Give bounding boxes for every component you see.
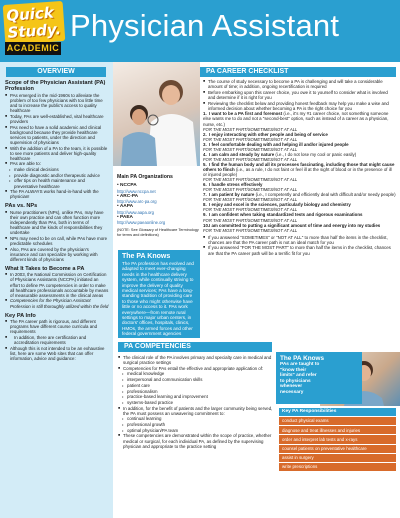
checklist-answer-scale[interactable]: FOR THE MOST PART/SOMETIMES/NOT AT ALL (203, 197, 298, 203)
checklist-label: I feel comfortable dealing with and helping ill and/or injured people (209, 141, 349, 147)
org-link[interactable]: http://www.aapa.org (117, 209, 155, 215)
org-link[interactable]: http://www.paeaonline.org (117, 220, 166, 226)
org-name-text: ARC-PA (119, 193, 139, 199)
checklist-number: 6. (203, 182, 207, 188)
overview-heading: OVERVIEW (6, 67, 106, 77)
list-item: • systems-based practice (118, 400, 274, 405)
logo-top-text: Quick Study. (3, 1, 66, 45)
checklist-number: 3. (203, 141, 207, 147)
vs-list (5, 210, 109, 262)
competencies-list-2 (118, 406, 274, 416)
list-item: ■ Although this is not intended to be an exhaustive list, here are some Web sites that can offer information, advice and guidance: (5, 346, 109, 361)
list-item: ■ Before embarking upon this career choice, you owe it to yourself to consider what is involved and determine if it is right for you (203, 90, 396, 100)
checklist-answer-scale[interactable]: FOR THE MOST PART/SOMETIMES/NOT AT ALL (203, 227, 298, 233)
overview-content (5, 80, 109, 362)
vs-heading: PAs vs. NPs (5, 203, 38, 210)
list-item: • patient care (118, 383, 274, 388)
list-item: ■ The course of study necessary to become a PA is challenging and will take a considerable amount of time; in addition, ongoing recertification is required (203, 79, 396, 89)
checklist-label: I want to be a PA first and foremost (209, 111, 283, 117)
checklist-label: I enjoy interacting with other people and being of service (209, 131, 328, 137)
checklist-answer-scale[interactable]: FOR THE MOST PART/SOMETIMES/NOT AT ALL (203, 146, 298, 152)
responsibilities-box (279, 408, 396, 471)
list-item: ■ Nurse practitioners (NPs), unlike PAs, may have their own practice and can often function more independently than PAs, both in terms of healthcare and the kinds of responsibilities they undertake (5, 210, 109, 235)
competencies-list-3 (118, 433, 274, 448)
checklist-answer-scale[interactable]: FOR THE MOST PART/SOMETIMES/NOT AT ALL (203, 187, 298, 193)
responsibility-item: diagnose and treat illnesses and injuries (279, 425, 396, 434)
list-item: ■ The PA ALWAYS works hand-in-hand with the physician! (5, 189, 109, 199)
list-item: • optimal physician/PA team (118, 428, 274, 433)
list-item: ■ In addition, there are certification and accreditation requirements (5, 335, 109, 345)
checklist-number: 9. (203, 212, 207, 218)
doctor-patient-illustration (113, 62, 200, 166)
responsibility-item: order and interpret lab tests and x-rays (279, 434, 396, 443)
list-item: ■ PAs need to have a solid academic and clinical background because they provide healthcare services to patients, under the direction and supervision of physicians (5, 125, 109, 145)
org-name: • NCCPA (117, 183, 137, 188)
list-item: • make clinical decisions (5, 167, 109, 172)
checklist-number: 1. (203, 111, 207, 117)
pa-knows-limits-box (276, 352, 362, 404)
pa-knows-title: The PA Knows (122, 253, 171, 260)
org-entry (117, 183, 199, 194)
organizations-box (117, 174, 199, 237)
competencies-sublist (118, 371, 274, 405)
list-item: ■ PAs are able to: (5, 161, 109, 166)
responsibilities-heading: Key PA Responsibilities (279, 408, 396, 416)
checklist-number: 2. (203, 131, 207, 137)
checklist-answer-scale[interactable]: FOR THE MOST PART/SOMETIMES/NOT AT ALL (203, 207, 298, 213)
checklist-desc: (i.e., as a rule, I do not faint or feel ill at the sight of blood or in the presence of ill or injured people) (203, 167, 392, 178)
org-name-text: PAEA (120, 214, 133, 220)
orgs-note: (NOTE: See Glossary of Healthcare Terminology for terms and definitions) (117, 228, 199, 237)
responsibility-item: write prescriptions (279, 462, 396, 471)
checklist-number: 8. (203, 202, 207, 208)
list-item: ■ If you answered "FOR THE MOST PART" to more than half the items in the checklist, chances are that the PA career path will be a terrific fit for you (203, 245, 396, 255)
checklist-number: 10. (203, 222, 210, 228)
list-item: ■ Reviewing the checklist below and providing honest feedback may help you make a wise and informed decision about whether becoming a PA is the right choice for you (203, 101, 396, 111)
logo-bottom-text: ACADEMIC (6, 43, 60, 53)
checklist-answer-scale[interactable]: FOR THE MOST PART/SOMETIMES/NOT AT ALL (203, 126, 298, 132)
list-item: • practice-based learning and improvement (118, 394, 274, 399)
checklist-desc: (i.e., I do not lose my cool or panic easily) (274, 151, 357, 157)
checklist-intro (203, 79, 396, 111)
list-item: • continual learning (118, 416, 274, 421)
checklist-label: I am calm and steady by nature (209, 151, 275, 157)
checklist-outro (203, 235, 396, 256)
checklist-desc: (i.e., it's my #1 career choice, not something someone else wants me to do and not a "second-best" option, such as instead of a career as a physician, nurse, etc.) (203, 111, 389, 127)
checklist-label: I am committed to putting a significant amount of time and energy into my studies (209, 222, 381, 228)
orgs-heading: Main PA Organizations (117, 174, 173, 180)
scope-list (5, 93, 109, 167)
org-entry (117, 194, 199, 205)
checklist-answer-scale[interactable]: FOR THE MOST PART/SOMETIMES/NOT AT ALL (203, 136, 298, 142)
competencies-list (118, 355, 274, 371)
checklist-answer-scale[interactable]: FOR THE MOST PART/SOMETIMES/NOT AT ALL (203, 177, 298, 183)
list-item: • medical knowledge (118, 371, 274, 376)
list-item: ■ If you answered "SOMETIMES" or "NOT AT ALL" to more than half the items in the checklist, chances are that the PA career path is not an ideal match for you (203, 235, 396, 245)
list-item: ■ The PA career path is rigorous, and different programs have different course curricula and requirements (5, 319, 109, 334)
checklist-label: I am patient by nature (209, 192, 255, 198)
checklist-answer-scale[interactable]: FOR THE MOST PART/SOMETIMES/NOT AT ALL (203, 217, 298, 223)
responsibility-item: counsel patients on preventative healthcare (279, 444, 396, 453)
org-link[interactable]: http://www.arc-pa.org (117, 199, 157, 205)
list-item: ■ Today, PAs are well-established, vital healthcare providers (5, 114, 109, 124)
org-name-text: NCCPA (120, 183, 137, 188)
checklist-item (203, 111, 396, 126)
keyinfo-list (5, 319, 109, 361)
competencies-heading: PA COMPETENCIES (118, 342, 272, 352)
org-name: • PAEA (117, 214, 133, 220)
org-name: • ARC-PA (117, 193, 139, 199)
pa-knows-body: The PA profession has evolved and adapted to meet ever-changing needs in the healthcare delivery system, while continually striving to improve the delivery of quality medical services; PAs have a long-standing tradition of providing care to those who might otherwise have little or no access to it. PAs work everywhere—from remote rural settings to major urban centers, in doctors' offices, hospitals, clinics, HMOs, the armed forces and other federal government agencies (122, 261, 194, 337)
checklist-item (203, 162, 396, 177)
checklist-label: I enjoy and excel in the sciences, particularly biology and chemistry (209, 202, 351, 208)
checklist-answer-scale[interactable]: FOR THE MOST PART/SOMETIMES/NOT AT ALL (203, 156, 298, 162)
list-item: • provide diagnostic and/or therapeutic advice (5, 173, 109, 178)
quickstudy-logo (4, 3, 64, 57)
checklist-item (203, 223, 396, 228)
list-item: ■ In 2003, the National Commission on Certification of Physicians Assistants (NCCPA) initiated an effort to define PA competencies in order to make all healthcare professionals accountable by means of measurable assessments in the clinical areas (5, 272, 109, 297)
list-item: • interpersonal and communication skills (118, 377, 274, 382)
org-link[interactable]: http://www.nccpa.net (117, 188, 156, 194)
scope-last-list (5, 189, 109, 199)
competencies-content (118, 355, 274, 449)
pa-knows-limits-title: The PA Knows (280, 355, 325, 362)
exam-heading: What It Takes to Become a PA (5, 265, 85, 272)
page-title: Physician Assistant (70, 8, 340, 43)
list-item: ■ PAs emerged in the mid-1960s to alleviate the problem of too few physicians with too little time and to increase the public's access to quality healthcare (5, 93, 109, 113)
doctor-patient-photo (113, 62, 200, 166)
list-item: ■ The clinical role of the PA involves primary and specialty care in medical and surgical practice settings (118, 355, 274, 365)
able-list (5, 167, 109, 189)
checklist-number: 4. (203, 151, 207, 157)
scope-heading: Scope of the Physician Assistant (PA) Profession (5, 80, 106, 93)
checklist-heading: PA CAREER CHECKLIST (200, 67, 396, 77)
list-item: ■ With the addition of a PA to the team, it is possible to see more patients and deliver high-quality healthcare (5, 146, 109, 161)
org-entry (117, 204, 199, 215)
org-entry (117, 215, 199, 226)
header-banner (0, 0, 400, 62)
checklist-items (203, 111, 396, 232)
competencies-sublist-2 (118, 416, 274, 432)
list-item: • offer tips on health maintenance and preventative healthcare (5, 178, 109, 188)
list-item: ■ In addition, for the benefit of patients and the larger community being served, the PA must possess an unwavering commitment to: (118, 406, 274, 416)
list-item: ■ These competencies are demonstrated within the scope of practice, whether medical or surgical, for each individual PA, as defined by the supervising physician and appropriate to the practice setting (118, 433, 274, 448)
org-name: • AAPA (117, 204, 134, 210)
exam-list (5, 272, 109, 308)
checklist-label: I find the human body and all its processes fascinating, including those that might cause others to flinch (203, 161, 395, 172)
career-checklist (203, 79, 396, 256)
list-item: ■ Competencies for PAs entail the effective and appropriate application of: (118, 366, 274, 371)
list-item: • professionalism (118, 389, 274, 394)
checklist-label: I am confident when taking standardized tests and rigorous examinations (209, 212, 363, 218)
pa-knows-limits-body: PAs are taught to "know their limits" and refer to physicians whenever necessary (280, 362, 320, 395)
list-item: • professional growth (118, 422, 274, 427)
list-item: ■ NPs may need to be on call, while PAs have more predictable schedules (5, 236, 109, 246)
list-item: ■ Competencies for the Physician Assistant Profession is still thoroughly utilized within the field (5, 298, 109, 308)
org-name-text: AAPA (119, 204, 134, 210)
checklist-desc: (i.e., I competently and efficiently deal with difficult and/or needy people) (254, 192, 396, 198)
keyinfo-heading: Key PA Info (5, 312, 36, 319)
responsibility-item: conduct physical exams (279, 416, 396, 425)
checklist-number: 7. (203, 192, 207, 198)
list-item: ■ Also, PAs are covered by the physician's insurance and can specialize by working with different kinds of physicians (5, 247, 109, 262)
checklist-number: 5. (203, 161, 207, 167)
checklist-label: I handle stress effectively (209, 182, 263, 188)
responsibility-item: assist in surgery (279, 453, 396, 462)
